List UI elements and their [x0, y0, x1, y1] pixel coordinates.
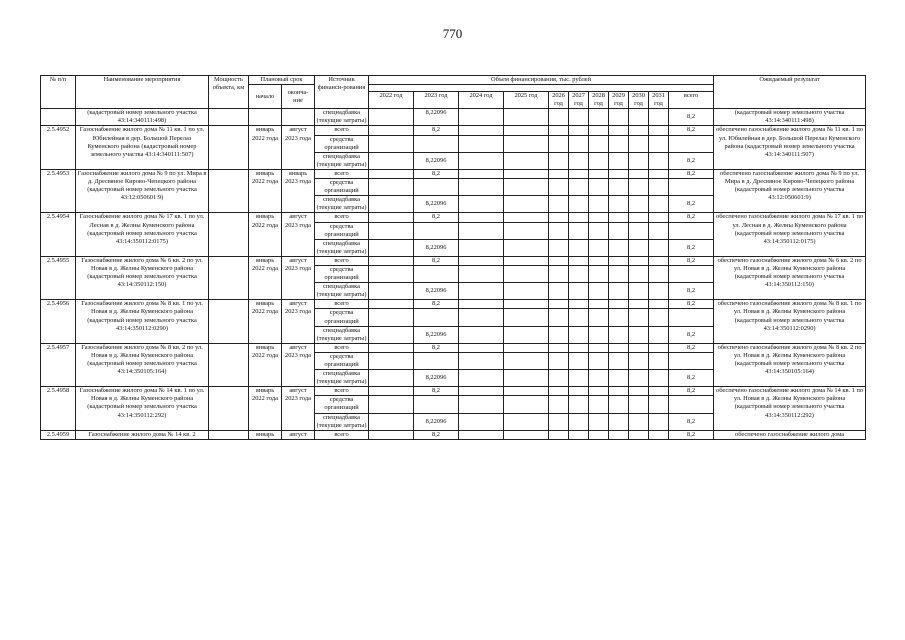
carry-over-name: (кадастровый номер земельного участка 43:14:340111:498)	[76, 109, 209, 126]
surcharge-2023: 8,22096	[414, 326, 459, 343]
source-surcharge: спецнадбавка (текущие затраты)	[315, 413, 369, 430]
row-name: Газоснабжение жилого дома № 8 кв. 1 по ул. Новая в д. Желны Куменского района (кадастровый номер земельного участка 43:14:350112:0290)	[76, 300, 209, 343]
header-year: 2030 год	[629, 92, 649, 109]
funding-table	[40, 75, 866, 440]
table-row	[41, 387, 866, 396]
all-total: 8,2	[669, 256, 714, 265]
row-start: январь 2022 года	[249, 343, 282, 386]
header-end: оконча-ние	[282, 85, 315, 109]
surcharge-2023: 8,22096	[414, 283, 459, 300]
row-start: январь 2022 года	[249, 169, 282, 212]
row-name: Газоснабжение жилого дома № 9 по ул. Мира в д. Дресвяное Кирово-Чепецкого района (кадастровый номер земельного участка 43:12:050601:9)	[76, 169, 209, 212]
source-all: всего	[315, 343, 369, 352]
row-result: обеспечено газоснабжение жилого дома № 6 кв. 2 по ул. Новая в д. Желны Куменского района (кадастровый номер земельного участка 43:14:350112:150)	[714, 256, 866, 299]
header-funding-volume: Объем финансирования, тыс. рублей	[369, 76, 714, 85]
row-capacity	[209, 126, 249, 169]
source-org: средства организаций	[315, 135, 369, 152]
header-year: 2024 год	[459, 92, 504, 109]
header-planned-period: Плановый срок	[249, 76, 315, 85]
row-number: 2.5.4956	[41, 300, 76, 343]
carry-over-2023: 8,22096	[414, 109, 459, 126]
surcharge-total: 8,2	[669, 283, 714, 300]
row-start: январь 2022 года	[249, 256, 282, 299]
header-year: 2022 год	[369, 92, 414, 109]
all-total: 8,2	[669, 387, 714, 396]
header-source: Источник финанси-рования	[315, 76, 369, 109]
table-row	[41, 169, 866, 178]
carry-over-result: (кадастровый номер земельного участка 43:14:340111:498)	[714, 109, 866, 126]
row-result: обеспечено газоснабжение жилого дома № 8 кв. 1 по ул. Новая в д. Желны Куменского района (кадастровый номер земельного участка 43:14:350112:0290)	[714, 300, 866, 343]
source-all: всего	[315, 256, 369, 265]
row-start: январь 2022 года	[249, 213, 282, 256]
all-2023: 8,2	[414, 387, 459, 396]
row-name: Газоснабжение жилого дома № 14 кв. 2	[76, 430, 209, 439]
row-end: август 2023 года	[282, 343, 315, 386]
header-spacer	[369, 85, 714, 92]
row-start: январь	[249, 430, 282, 439]
surcharge-2023: 8,22096	[414, 196, 459, 213]
row-end: январь 2023 года	[282, 169, 315, 212]
source-all: всего	[315, 169, 369, 178]
surcharge-2023: 8,22096	[414, 239, 459, 256]
source-surcharge: спецнадбавка (текущие затраты)	[315, 152, 369, 169]
surcharge-total: 8,2	[669, 152, 714, 169]
source-surcharge: спецнадбавка (текущие затраты)	[315, 326, 369, 343]
row-end: август 2023 года	[282, 213, 315, 256]
source-org: средства организаций	[315, 222, 369, 239]
all-2023: 8,2	[414, 430, 459, 439]
row-number: 2.5.4955	[41, 256, 76, 299]
all-2023: 8,2	[414, 300, 459, 309]
source-surcharge: спецнадбавка (текущие затраты)	[315, 283, 369, 300]
carry-over-total: 8,2	[669, 109, 714, 126]
table-row	[41, 300, 866, 309]
row-start: январь 2022 года	[249, 387, 282, 430]
surcharge-total: 8,2	[669, 370, 714, 387]
row-number: 2.5.4957	[41, 343, 76, 386]
source-org: средства организаций	[315, 309, 369, 326]
table-row	[41, 126, 866, 135]
row-capacity	[209, 343, 249, 386]
row-start: январь 2022 года	[249, 300, 282, 343]
source-surcharge: спецнадбавка (текущие затраты)	[315, 370, 369, 387]
row-name: Газоснабжение жилого дома № 6 кв. 2 по ул. Новая в д. Желны Куменского района (кадастровый номер земельного участка 43:14:350112:150)	[76, 256, 209, 299]
header-name: Наименование мероприятия	[76, 76, 209, 109]
source-all: всего	[315, 126, 369, 135]
row-capacity	[209, 256, 249, 299]
header-expected-result: Ожидаемый результат	[714, 76, 866, 109]
page-number: 770	[442, 26, 463, 41]
source-all: всего	[315, 430, 369, 439]
row-result: обеспечено газоснабжение жилого дома № 11 кв. 1 по ул. Юбилейная в дер. Большой Перелаз Куменского района (кадастровый номер земельного участка 43:14:340111:507)	[714, 126, 866, 169]
source-all: всего	[315, 213, 369, 222]
row-name: Газоснабжение жилого дома № 11 кв. 1 по ул. Юбилейная в дер. Большой Перелаз Куменского района (кадастровый номер земельного участка 43:14:340111:507)	[76, 126, 209, 169]
source-all: всего	[315, 300, 369, 309]
header-year: 2023 год	[414, 92, 459, 109]
row-capacity	[209, 169, 249, 212]
all-total: 8,2	[669, 213, 714, 222]
row-end: август 2023 года	[282, 300, 315, 343]
row-name: Газоснабжение жилого дома № 8 кв. 2 по ул. Новая в д. Желны Куменского района (кадастровый номер земельного участка 43:14:350105:164)	[76, 343, 209, 386]
header-year: 2027 год	[569, 92, 589, 109]
header-year: 2029 год	[609, 92, 629, 109]
surcharge-total: 8,2	[669, 196, 714, 213]
row-name: Газоснабжение жилого дома № 14 кв. 1 по ул. Новая в д. Желны Куменского района (кадастровый номер земельного участка 43:14:350112:292)	[76, 387, 209, 430]
all-2023: 8,2	[414, 126, 459, 135]
all-2023: 8,2	[414, 169, 459, 178]
row-end: август	[282, 430, 315, 439]
table-row	[41, 343, 866, 352]
all-2023: 8,2	[414, 343, 459, 352]
all-total: 8,2	[669, 300, 714, 309]
header-row-1	[41, 76, 866, 85]
source-org: средства организаций	[315, 265, 369, 282]
all-2023: 8,2	[414, 213, 459, 222]
header-year: 2028 год	[589, 92, 609, 109]
surcharge-2023: 8,22096	[414, 152, 459, 169]
row-result: обеспечено газоснабжение жилого дома № 8 кв. 2 по ул. Новая в д. Желны Куменского района (кадастровый номер земельного участка 43:14:350105:164)	[714, 343, 866, 386]
header-year: 2025 год	[504, 92, 549, 109]
surcharge-total: 8,2	[669, 413, 714, 430]
source-org: средства организаций	[315, 179, 369, 196]
all-total: 8,2	[669, 343, 714, 352]
row-number: 2.5.4954	[41, 213, 76, 256]
all-2023: 8,2	[414, 256, 459, 265]
carry-over-row	[41, 109, 866, 126]
header-total: всего	[669, 92, 714, 109]
row-number: 2.5.4959	[41, 430, 76, 439]
row-number: 2.5.4958	[41, 387, 76, 430]
row-end: август 2023 года	[282, 126, 315, 169]
source-org: средства организаций	[315, 352, 369, 369]
source-all: всего	[315, 387, 369, 396]
all-total: 8,2	[669, 126, 714, 135]
table-row	[41, 256, 866, 265]
all-total: 8,2	[669, 169, 714, 178]
header-start: начало	[249, 85, 282, 109]
header-num: № п/п	[41, 76, 76, 109]
source-surcharge: спецнадбавка (текущие затраты)	[315, 196, 369, 213]
row-result: обеспечено газоснабжение жилого дома № 17 кв. 1 по ул. Лесная в д. Желны Куменского района (кадастровый номер земельного участка 43:14:350112:0175)	[714, 213, 866, 256]
table-row	[41, 213, 866, 222]
table-row-partial	[41, 430, 866, 439]
surcharge-total: 8,2	[669, 326, 714, 343]
row-capacity	[209, 213, 249, 256]
row-end: август 2023 года	[282, 387, 315, 430]
header-year: 2026 год	[549, 92, 569, 109]
surcharge-2023: 8,22096	[414, 413, 459, 430]
row-start: январь 2022 года	[249, 126, 282, 169]
row-capacity	[209, 387, 249, 430]
row-result: обеспечено газоснабжение жилого дома № 9 по ул. Мира в д. Дресвяное Кирово-Чепецкого района (кадастровый номер земельного участка 43:12:050601:9)	[714, 169, 866, 212]
surcharge-2023: 8,22096	[414, 370, 459, 387]
row-capacity	[209, 300, 249, 343]
carry-over-source: спецнадбавка (текущие затраты)	[315, 109, 369, 126]
row-name: Газоснабжение жилого дома № 17 кв. 1 по ул. Лесная в д. Желны Куменского района (кадастровый номер земельного участка 43:14:350112:0175)	[76, 213, 209, 256]
surcharge-total: 8,2	[669, 239, 714, 256]
source-org: средства организаций	[315, 396, 369, 413]
row-end: август 2023 года	[282, 256, 315, 299]
row-number: 2.5.4952	[41, 126, 76, 169]
row-number: 2.5.4953	[41, 169, 76, 212]
header-year: 2031 год	[649, 92, 669, 109]
source-surcharge: спецнадбавка (текущие затраты)	[315, 239, 369, 256]
header-capacity: Мощность объекта, км	[209, 76, 249, 109]
row-result: обеспечено газоснабжение жилого дома № 14 кв. 1 по ул. Новая в д. Желны Куменского района (кадастровый номер земельного участка 43:14:350112:292)	[714, 387, 866, 430]
row-result: обеспечено газоснабжение жилого дома	[714, 430, 866, 439]
all-total: 8,2	[669, 430, 714, 439]
